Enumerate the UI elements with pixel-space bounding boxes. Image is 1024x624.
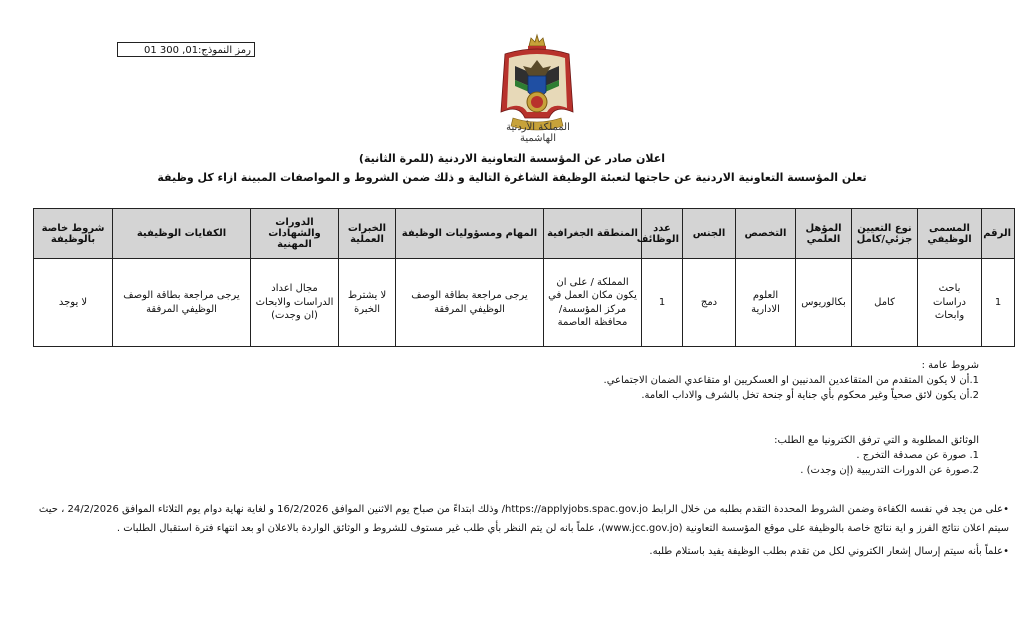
cell-specialization: العلوم الادارية <box>736 259 796 347</box>
jobs-table <box>33 208 1015 347</box>
header-cell: الكفايات الوظيفية <box>113 209 251 259</box>
cell-number: 1 <box>982 259 1015 347</box>
general-condition-item: 1.أن لا يكون المتقدم من المتقاعدين المدنيين او العسكريين او متقاعدي الضمان الاجتماعي. <box>603 375 979 386</box>
general-conditions <box>604 358 979 403</box>
cell-special-conditions: لا يوجد <box>34 259 113 347</box>
header-cell: الخبرات العملية <box>339 209 396 259</box>
header-cell: المسمى الوظيفي <box>918 209 982 259</box>
cell-courses: مجال اعداد الدراسات والابحاث (ان وجدت) <box>251 259 339 347</box>
table-header-row <box>34 209 1015 259</box>
cell-qualification: بكالوريوس <box>796 259 852 347</box>
cell-duties: يرجى مراجعة بطاقة الوصف الوظيفي المرفقة <box>396 259 544 347</box>
header-cell: المؤهل العلمي <box>796 209 852 259</box>
document-item: 1. صورة عن مصدقة التخرج . <box>856 450 979 461</box>
cell-competencies: يرجى مراجعة بطاقة الوصف الوظيفي المرفقة <box>113 259 251 347</box>
form-code-box <box>117 42 255 57</box>
header-cell: التخصص <box>736 209 796 259</box>
header-cell: شروط خاصة بالوظيفة <box>34 209 113 259</box>
cell-region: المملكة / على ان يكون مكان العمل في مركز المؤسسة/ محافظة العاصمة <box>544 259 642 347</box>
required-documents <box>774 433 979 478</box>
form-code-label: رمز النموذج: <box>198 45 251 56</box>
form-code-value: 01 300 ,01 - <box>144 45 205 56</box>
cell-title: باحث دراسات وابحاث <box>918 259 982 347</box>
header-cell: الرقم <box>982 209 1015 259</box>
general-conditions-title: شروط عامة : <box>921 360 979 371</box>
documents-title: الوثائق المطلوبة و التي ترفق الكترونيا مع الطلب: <box>774 435 979 446</box>
header-cell: الجنس <box>683 209 736 259</box>
cell-gender: دمج <box>683 259 736 347</box>
application-note: •على من يجد في نفسه الكفاءة وضمن الشروط المحددة التقدم بطلبه من خلال الرابط https://applyjobs.spac.gov.jo/ وذلك ابتداءً من صباح يوم الاثنين الموافق 16/2/2026 و لغاية نهاية دوام يوم الثلاثاء الموافق 24/2/2026 ، حيث سيتم اعلان نتائج الفرز و اية نتائج خاصة بالوظيفة على موقع المؤسسة التعاونية (www.jcc.gov.jo)، علماً بانه لن يتم النظر بأي طلب غير مستوف للشروط و الوثائق الواردة بالاعلان او بعد انتهاء فترة استقبال الطلبات . <box>38 504 1009 534</box>
document-item: 2.صورة عن الدورات التدريبية (إن وجدت) . <box>800 465 979 476</box>
header-cell: المنطقة الجغرافية <box>544 209 642 259</box>
header-cell: عدد الوظائف <box>642 209 683 259</box>
general-condition-item: 2.أن يكون لائق صحياً وغير محكوم بأي جناية أو جنحة تخل بالشرف والاداب العامة. <box>641 390 979 401</box>
kingdom-name: المملكة الأردنية الهاشمية <box>506 122 570 144</box>
cell-experience: لا يشترط الخبرة <box>339 259 396 347</box>
header-cell: المهام ومسؤوليات الوظيفة <box>396 209 544 259</box>
announcement-title: اعلان صادر عن المؤسسة التعاونية الاردنية (للمرة الثانية) <box>358 152 666 165</box>
table-row <box>34 259 1015 347</box>
header-cell: الدورات والشهادات المهنية <box>251 209 339 259</box>
announcement-subtitle: تعلن المؤسسة التعاونية الاردنية عن حاجتها لتعبئة الوظيفة الشاغرة التالية و ذلك ضمن الشروط و المواصفات المبينة ازاء كل وظيفة <box>157 171 867 184</box>
cell-appointment-type: كامل <box>852 259 918 347</box>
cell-positions: 1 <box>642 259 683 347</box>
header-cell: نوع التعيين جزئي/كامل <box>852 209 918 259</box>
notification-note: •علماً بأنه سيتم إرسال إشعار الكتروني لكل من تقدم بطلب الوظيفة يفيد باستلام طلبه. <box>649 546 1009 557</box>
